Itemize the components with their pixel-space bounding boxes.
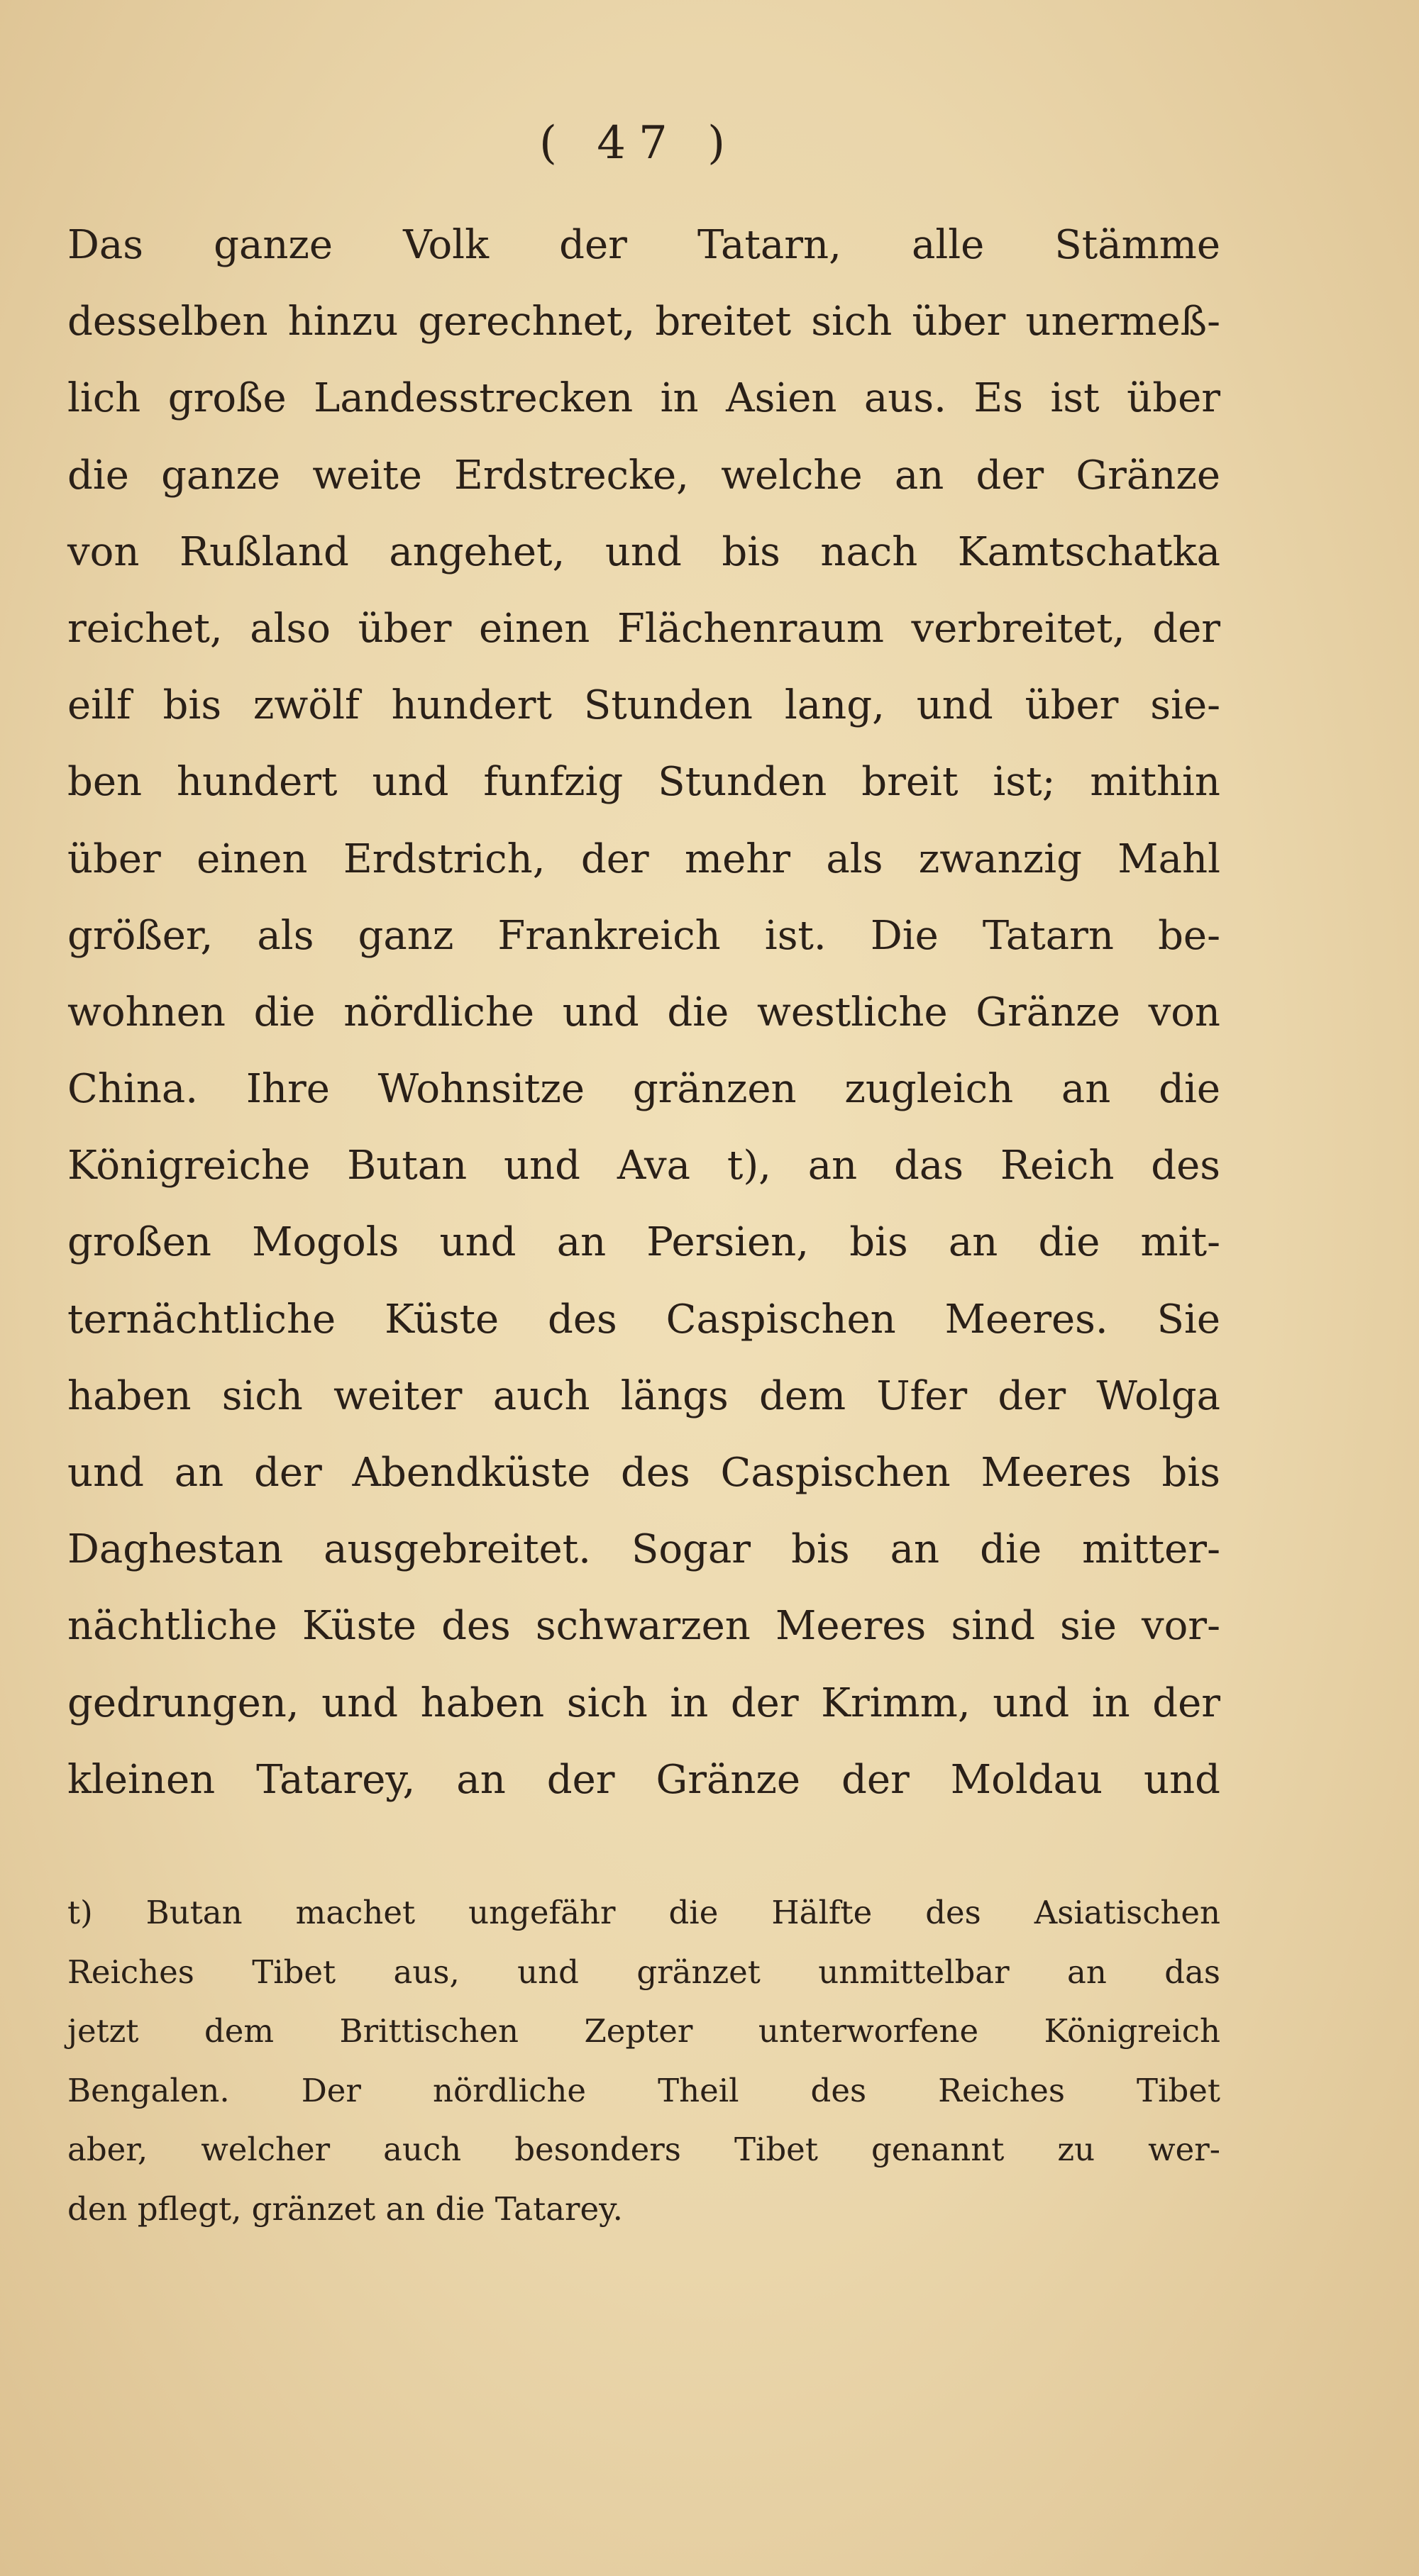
footnote-line: jetzt dem Brittischen Zepter unterworfene Königreich <box>67 2012 1220 2050</box>
footnote-line: Bengalen. Der nördliche Theil des Reiches Tibet <box>67 2071 1220 2109</box>
text-line: die ganze weite Erdstrecke, welche an der Gränze <box>67 452 1220 499</box>
text-line: Das ganze Volk der Tatarn, alle Stämme <box>67 222 1220 268</box>
text-line: von Rußland angehet, und bis nach Kamtschatka <box>67 528 1220 575</box>
text-line: reichet, also über einen Flächenraum verbreitet, der <box>67 605 1220 652</box>
footnote-line: aber, welcher auch besonders Tibet genannt zu wer- <box>67 2131 1220 2168</box>
text-line: kleinen Tatarey, an der Gränze der Moldau und <box>67 1756 1220 1803</box>
text-line: und an der Abendküste des Caspischen Meeres bis <box>67 1450 1220 1496</box>
main-text <box>67 207 1220 1819</box>
footnote <box>67 1883 1220 2238</box>
page-number: ( 47 ) <box>539 117 739 170</box>
text-line: nächtliche Küste des schwarzen Meeres sind sie vor- <box>67 1603 1220 1650</box>
text-line: Daghestan ausgebreitet. Sogar bis an die mitter- <box>67 1526 1220 1573</box>
text-line: wohnen die nördliche und die westliche Gränze von <box>67 989 1220 1036</box>
text-line: lich große Landesstrecken in Asien aus. Es ist über <box>67 375 1220 422</box>
text-line: großen Mogols und an Persien, bis an die mit- <box>67 1219 1220 1266</box>
text-line: China. Ihre Wohnsitze gränzen zugleich an die <box>67 1066 1220 1113</box>
text-line: ben hundert und funfzig Stunden breit ist; mithin <box>67 759 1220 806</box>
text-line: gedrungen, und haben sich in der Krimm, und in der <box>67 1680 1220 1726</box>
footnote-line: t) Butan machet ungefähr die Hälfte des Asiatischen <box>67 1894 1220 1931</box>
text-line: ternächtliche Küste des Caspischen Meeres. Sie <box>67 1296 1220 1343</box>
text-line: haben sich weiter auch längs dem Ufer der Wolga <box>67 1372 1220 1419</box>
text-line: größer, als ganz Frankreich ist. Die Tatarn be- <box>67 912 1220 959</box>
footnote-line: den pflegt, gränzet an die Tatarey. <box>67 2189 623 2228</box>
text-line: Königreiche Butan und Ava t), an das Reich des <box>67 1143 1220 1189</box>
text-line: eilf bis zwölf hundert Stunden lang, und über sie- <box>67 682 1220 729</box>
text-line: über einen Erdstrich, der mehr als zwanzig Mahl <box>67 835 1220 882</box>
text-line: desselben hinzu gerechnet, breitet sich über unermeß- <box>67 299 1220 345</box>
footnote-line: Reiches Tibet aus, und gränzet unmittelbar an das <box>67 1953 1220 1991</box>
